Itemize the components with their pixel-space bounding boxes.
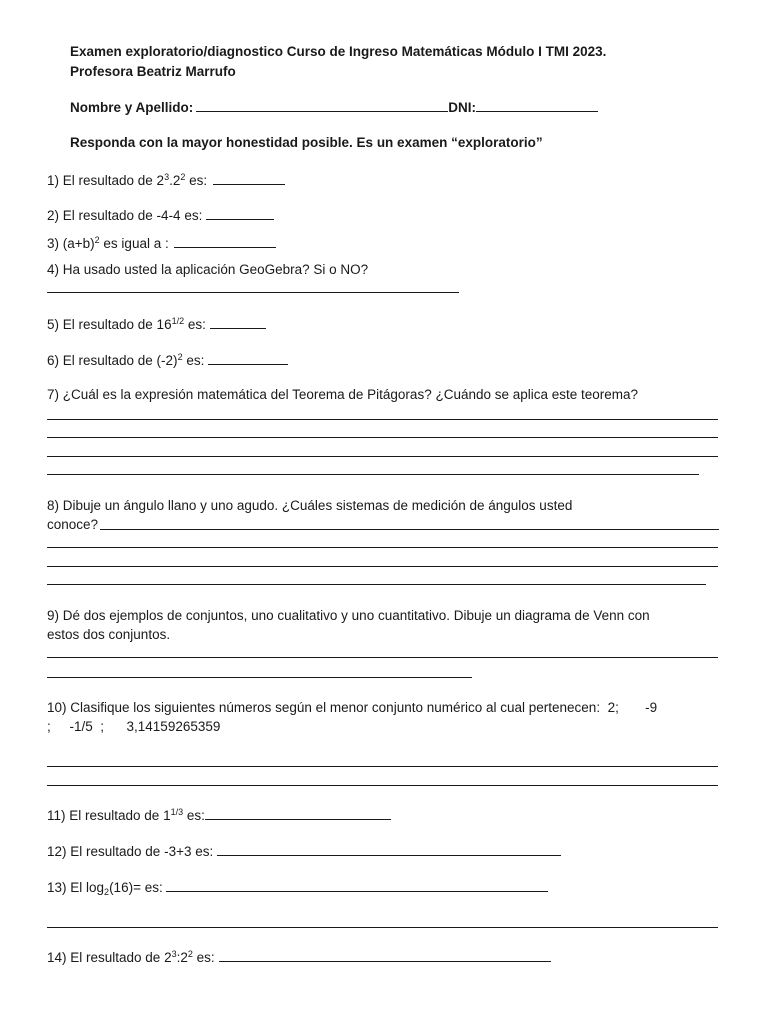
- answer-line-7a[interactable]: [47, 419, 718, 420]
- question-7: 7) ¿Cuál es la expresión matemática del Teorema de Pitágoras? ¿Cuándo se aplica este teorema?: [47, 387, 639, 402]
- dni-field[interactable]: [476, 99, 598, 112]
- name-field[interactable]: [196, 99, 448, 112]
- exam-title: Examen exploratorio/diagnostico Curso de Ingreso Matemáticas Módulo I TMI 2023.: [70, 44, 607, 59]
- answer-line-7d[interactable]: [47, 474, 699, 475]
- question-6: 6) El resultado de $(-2)^2$ es:: [47, 352, 288, 368]
- question-1: 1) El resultado de $2^3.2^2$ es:: [47, 172, 285, 188]
- answer-line-8b[interactable]: [47, 547, 718, 548]
- question-13: 13) El $\log_2(16)=$ es:: [47, 879, 548, 895]
- answer-line-9a[interactable]: [47, 657, 718, 658]
- answer-field-3[interactable]: [174, 235, 276, 248]
- answer-line-4[interactable]: [47, 292, 459, 293]
- question-11: 11) El resultado de $1^{1/3}$ es:: [47, 807, 391, 823]
- answer-field-6[interactable]: [208, 352, 288, 365]
- name-label: Nombre y Apellido:: [70, 100, 194, 115]
- question-4: 4) Ha usado usted la aplicación GeoGebra? Si o NO?: [47, 262, 369, 277]
- answer-line-13b[interactable]: [47, 927, 718, 928]
- teacher-name: Profesora Beatriz Marrufo: [70, 64, 236, 79]
- answer-line-8c[interactable]: [47, 566, 718, 567]
- answer-field-5[interactable]: [210, 316, 266, 329]
- question-14: 14) El resultado de $2^3:2^2$ es:: [47, 949, 551, 965]
- question-8: 8) Dibuje un ángulo llano y uno agudo. ¿Cuáles sistemas de medición de ángulos usted conoce?: [47, 496, 719, 534]
- answer-field-11[interactable]: [205, 807, 391, 820]
- answer-line-10a[interactable]: [47, 766, 718, 767]
- question-10: 10) Clasifique los siguientes números según el menor conjunto numérico al cual pertenecen: 2; -9 ; -1/5 ; 3,14159265359: [47, 700, 658, 734]
- dni-label: DNI:: [448, 100, 477, 115]
- instructions: Responda con la mayor honestidad posible. Es un examen “exploratorio”: [70, 135, 543, 150]
- answer-field-1[interactable]: [213, 172, 285, 185]
- answer-line-8d[interactable]: [47, 584, 706, 585]
- answer-field-13[interactable]: [166, 879, 548, 892]
- answer-field-14[interactable]: [219, 949, 551, 962]
- question-12: 12) El resultado de -3+3 es:: [47, 843, 561, 859]
- student-info-line: [70, 99, 598, 115]
- question-2: 2) El resultado de -4-4 es:: [47, 207, 274, 223]
- answer-line-7b[interactable]: [47, 437, 718, 438]
- answer-line-9b[interactable]: [47, 677, 472, 678]
- answer-line-7c[interactable]: [47, 456, 718, 457]
- question-9: 9) Dé dos ejemplos de conjuntos, uno cualitativo y uno cuantitativo. Dibuje un diagrama de Venn con estos dos conjuntos.: [47, 608, 650, 642]
- answer-line-8a[interactable]: [100, 529, 719, 530]
- answer-line-10b[interactable]: [47, 785, 718, 786]
- question-5: 5) El resultado de $16^{1/2}$ es:: [47, 316, 266, 332]
- answer-field-12[interactable]: [217, 843, 561, 856]
- answer-field-2[interactable]: [206, 207, 274, 220]
- question-3: 3) $(a+b)^2$ es igual a :: [47, 235, 276, 251]
